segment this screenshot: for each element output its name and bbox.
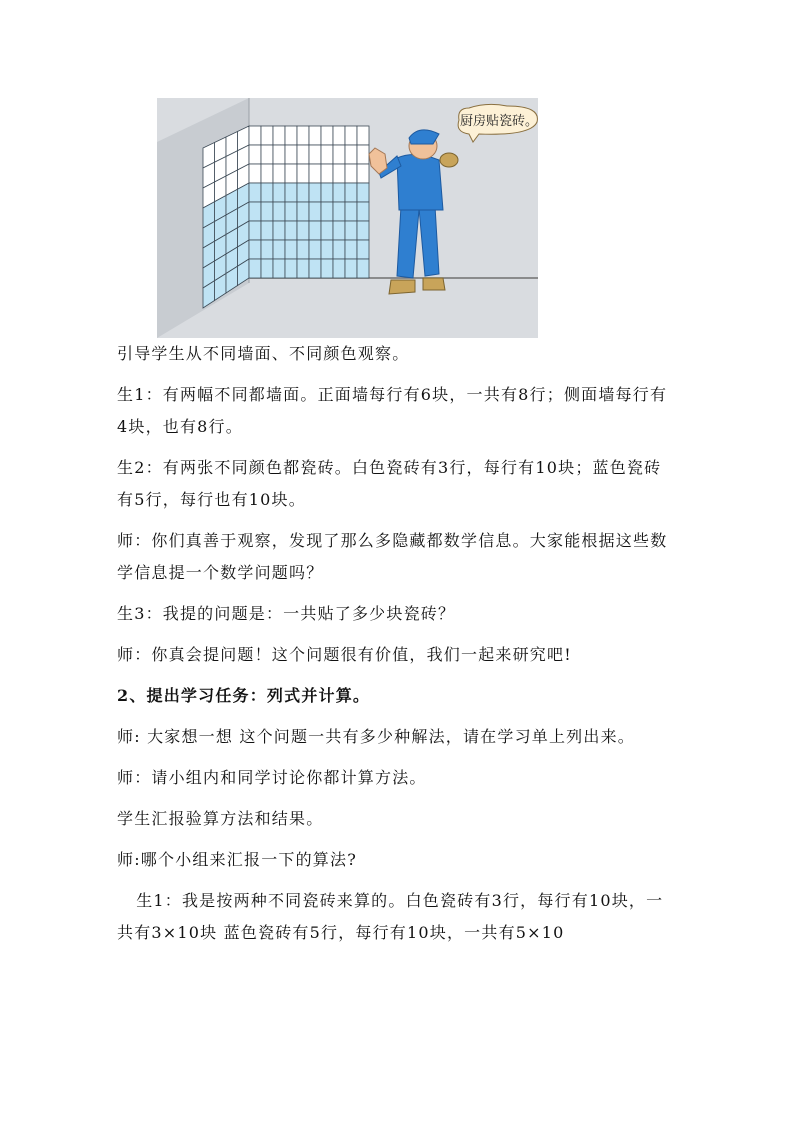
white-tile	[357, 126, 369, 145]
worker-boot-left	[389, 280, 415, 294]
blue-tile	[297, 240, 309, 259]
white-tile	[309, 145, 321, 164]
white-tile	[297, 126, 309, 145]
blue-tile	[345, 240, 357, 259]
blue-tile	[309, 183, 321, 202]
white-tile	[261, 145, 273, 164]
white-tile	[321, 126, 333, 145]
blue-tile	[261, 240, 273, 259]
white-tile	[273, 145, 285, 164]
blue-tile	[321, 202, 333, 221]
blue-tile	[273, 221, 285, 240]
blue-tile	[273, 240, 285, 259]
blue-tile	[273, 183, 285, 202]
paragraph-instruction: 引导学生从不同墙面、不同颜色观察。	[117, 344, 410, 363]
blue-tile	[249, 240, 261, 259]
white-tile	[285, 145, 297, 164]
white-tile	[333, 164, 345, 183]
blue-tile	[285, 221, 297, 240]
white-tile	[249, 164, 261, 183]
white-tile	[321, 145, 333, 164]
white-tile	[321, 164, 333, 183]
white-tile	[285, 126, 297, 145]
blue-tile	[249, 202, 261, 221]
paragraph-student-3: 生3：我提的问题是：一共贴了多少块瓷砖？	[117, 604, 456, 623]
blue-tile	[261, 202, 273, 221]
worker-torso	[397, 154, 443, 210]
speech-bubble-text: 厨房贴瓷砖。	[459, 114, 538, 129]
blue-tile	[285, 183, 297, 202]
blue-tile	[297, 202, 309, 221]
worker-tool	[440, 153, 458, 167]
blue-tile	[285, 259, 297, 278]
white-tile	[357, 164, 369, 183]
blue-tile	[333, 183, 345, 202]
blue-tile	[321, 240, 333, 259]
blue-tile	[357, 259, 369, 278]
blue-tile	[309, 221, 321, 240]
blue-tile	[321, 221, 333, 240]
white-tile	[345, 145, 357, 164]
white-tile	[333, 145, 345, 164]
blue-tile	[333, 202, 345, 221]
side-wall-tiles	[203, 126, 249, 308]
blue-tile	[333, 240, 345, 259]
paragraph-student-1: 生1：有两幅不同都墙面。正面墙每行有6块，一共有8行；侧面墙每行有4块，也有8行。	[117, 385, 668, 436]
blue-tile	[273, 259, 285, 278]
blue-tile	[345, 202, 357, 221]
blue-tile	[309, 259, 321, 278]
blue-tile	[297, 259, 309, 278]
paragraph-teacher-5: 师:哪个小组来汇报一下的算法?	[117, 850, 357, 869]
blue-tile	[345, 221, 357, 240]
blue-tile	[309, 202, 321, 221]
front-wall-tiles	[249, 126, 369, 278]
blue-tile	[357, 240, 369, 259]
blue-tile	[321, 259, 333, 278]
blue-tile	[333, 221, 345, 240]
white-tile	[309, 164, 321, 183]
white-tile	[249, 145, 261, 164]
white-tile	[285, 164, 297, 183]
blue-tile	[285, 202, 297, 221]
blue-tile	[345, 259, 357, 278]
white-tile	[333, 126, 345, 145]
lesson-text	[117, 338, 677, 949]
paragraph-teacher-1: 师：你们真善于观察，发现了那么多隐藏都数学信息。大家能根据这些数学信息提一个数学问题吗？	[117, 531, 668, 582]
worker-boot-right	[423, 278, 445, 290]
blue-tile	[297, 221, 309, 240]
blue-tile	[249, 183, 261, 202]
blue-tile	[273, 202, 285, 221]
white-tile	[261, 164, 273, 183]
paragraph-report: 学生汇报验算方法和结果。	[117, 809, 324, 828]
blue-tile	[309, 240, 321, 259]
white-tile	[273, 126, 285, 145]
section-heading: 2、提出学习任务：列式并计算。	[117, 686, 371, 705]
paragraph-teacher-4: 师：请小组内和同学讨论你都计算方法。	[117, 768, 427, 787]
blue-tile	[261, 221, 273, 240]
white-tile	[261, 126, 273, 145]
white-tile	[297, 164, 309, 183]
blue-tile	[357, 183, 369, 202]
blue-tile	[261, 183, 273, 202]
white-tile	[345, 126, 357, 145]
blue-tile	[261, 259, 273, 278]
blue-tile	[321, 183, 333, 202]
white-tile	[309, 126, 321, 145]
blue-tile	[285, 240, 297, 259]
paragraph-teacher-3: 师: 大家想一想 这个问题一共有多少种解法，请在学习单上列出来。	[117, 727, 635, 746]
paragraph-student-2: 生2：有两张不同颜色都瓷砖。白色瓷砖有3行，每行有10块；蓝色瓷砖有5行，每行也有10块。	[117, 458, 662, 509]
blue-tile	[249, 221, 261, 240]
white-tile	[273, 164, 285, 183]
white-tile	[345, 164, 357, 183]
blue-tile	[297, 183, 309, 202]
blue-tile	[333, 259, 345, 278]
paragraph-student-answer: 生1：我是按两种不同瓷砖来算的。白色瓷砖有3行，每行有10块，一共有3×10块 蓝色瓷砖有5行，每行有10块，一共有5×10	[117, 891, 664, 942]
white-tile	[357, 145, 369, 164]
blue-tile	[357, 221, 369, 240]
blue-tile	[345, 183, 357, 202]
paragraph-teacher-2: 师：你真会提问题！这个问题很有价值，我们一起来研究吧!	[117, 645, 572, 664]
white-tile	[297, 145, 309, 164]
blue-tile	[357, 202, 369, 221]
kitchen-tiling-illustration	[157, 98, 538, 338]
blue-tile	[249, 259, 261, 278]
white-tile	[249, 126, 261, 145]
